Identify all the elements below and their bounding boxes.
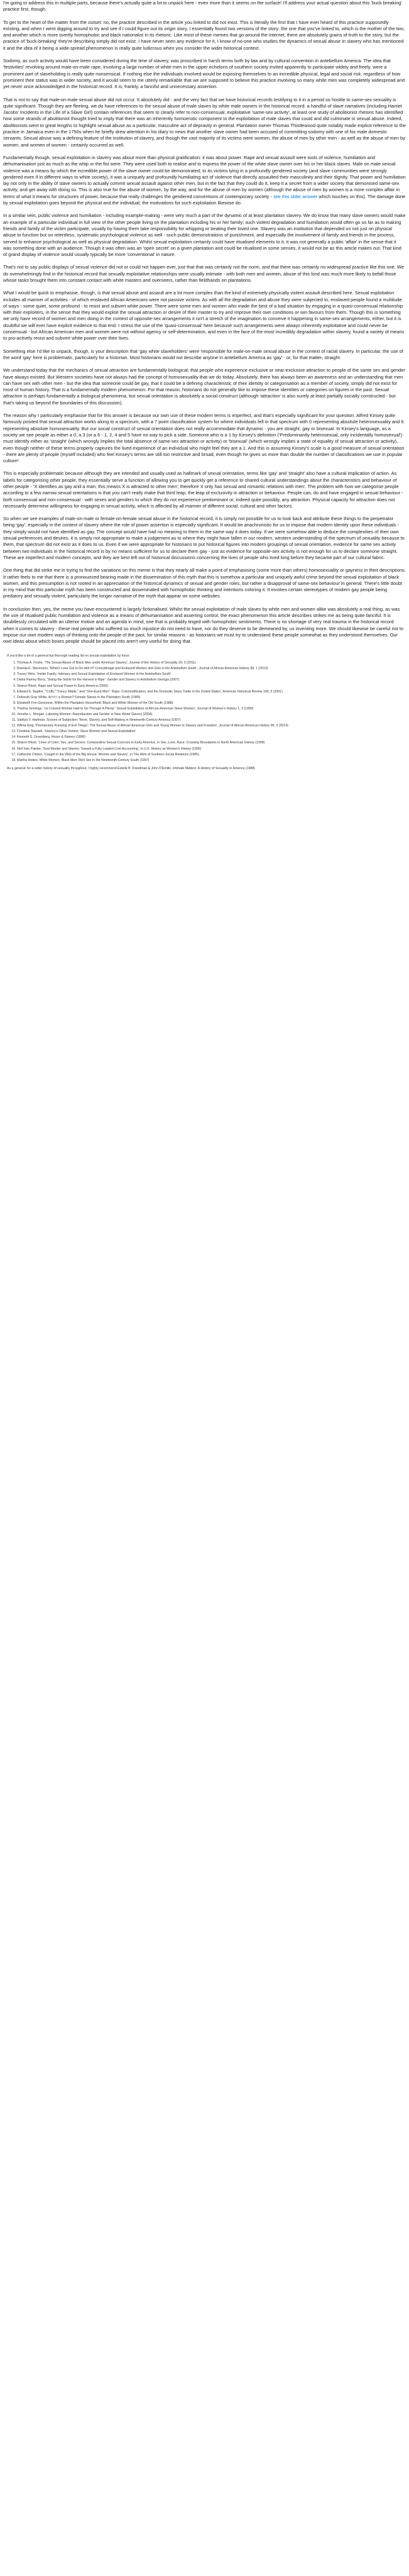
reference-items xyxy=(7,661,334,763)
paragraph-5: Fundamentally though, sexual exploitation in slavery was about more than physical gratification: it was about power. Rape and sexual assault were tools of violence, humiliation and dehumanisation just as much as the whip or the fist were. They were used both to realise and to express the power of the white slave owner over his or her black slaves. Male on male sexual violence was a means by which the incredible power of the slave owner could be demonstrated; to its victims lying in a profoundly gendered society (and slave communities were strongly gendered even if in different ways to white society), it was a uniquely and profoundly humiliating act of violence that directly assaulted their masculinity and their dignity. That power and humiliation lay not only in the ability of slave owners to actually commit sexual assault against other men, but in the fact that they could do it, keep it a secret from a wider society that demonised same-sex activity, and get away with doing so. This is also true for the abuse of women, by the way, and for the abuse of men by women (although the abuse of men by women is a more complex affair in terms of what it means for structures of power, because that really challenges the gendered conventions of contemporary society - see this older answer which touches on this). The damage done by sexual exploitation goes beyond the physical and the individual; the motivations for such exploitation likewise do. xyxy=(3,154,406,206)
paragraph-2: To get to the heart of the matter from the outset: no, the practice described in the article you linked to did not exist. This is literally the first that I have ever heard of this practice supposedly existing, and when I went digging around to try and see if I could figure out its origin story, I essentially found two versions of the story: the one that you've linked to, which is the mother of the two, and another which is more overtly homophobic and black nationalist in its rhetoric. Like most of these memes that go around the internet, there are absolutely grains of truth to the story, but the practice of 'buck-breaking' they're describing simply did not exist. I have never seen any evidence for it, I know of no-one who studies the dynamics of sexual abuse in slavery who has mentioned it and the idea of it being a wide-spread phenomenon is really quite ludicrous when you consider the wider historical context. xyxy=(3,19,405,51)
reference-item: 15. Sharon Block, 'Lines of Color, Sex, and Service: Comparative Sexual Coercion in Early America', in Sex, Love, Race: Crossing Boundaries in North American History (1999) xyxy=(17,741,334,746)
paragraph-9: Something else I'd like to unpack, though, is your description that 'gay white slaveholders' were 'responsible for male-on-male sexual abuse in the context of racial slavery. In particular, the use of the word 'gay' here is problematic, particularly for a historian. Most historians would not describe anyone in antebellum America as 'gay' - or, for that matter, straight. xyxy=(3,348,403,360)
reference-item: 2. Brenda E. Stevenson, 'What's Love Got to Do with It? Concubinage and Enslaved Women and Girls in the Antebellum South', Journal of African American History 98, 1 (2013) xyxy=(17,667,334,672)
post-body xyxy=(3,0,406,772)
reference-item: 1. Thomas A. Foster, 'The Sexual Abuse of Black Men under American Slavery', Journal of the History of Sexuality 20, 3 (2011) xyxy=(17,661,334,666)
reference-item: 11. Saidiya V. Hartman, Scenes of Subjection: Terror, Slavery, and Self-Making in Nineteenth-Century America (1997) xyxy=(17,718,334,723)
paragraph-11: The reason why I particularly emphasise that for this answer is because our own use of these modern terms is imperfect, and that's especially significant for your question. Alfred Kinsey quite famously posited that sexual attraction works along to a spectrum, with a 7 point classification system for where individuals fell in that spectrum with 0 representing absolute heterosexuality and 6 representing absolute homosexuality. But our social construct of sexual orientation does not really accommodate that dynamic - you are straight, gay or bisexual. In Kinsey's language, as a society we see people as either a 0, a 3 (or a 6 - 1, 2, 4 and 5 have no way to pick a side. Someone who is a 1 by Kinsey's definition ('Predominantly heterosexual, only incidentally homosexual') must identify either as 'straight' (which wrongly implies the total absence of same-sex attraction or activity) or 'bisexual' (which wrongly implies a state of equality of sexual attraction or activity), even though neither of these terms properly captures the lived experience of an individual who might feel they are a 1. And this is assuming Kinsey's scale is a good measure of sexual orientation - there are plenty of people (myself included) who feel Kinsey's terms are still too restrictive and broad, even though he gives us more than double the number of classifications we use in popular culture! xyxy=(3,413,405,464)
paragraph-14: One thing that did strike me in trying to find the variations on this meme is that they nearly all make a point of emphasising (some more than others) homosexuality or gayness in their descriptions. It rather feels to me that there is a pronounced bearing made in the dissemination of this myth that this is somehow a particular and uniquely awful crime beyond the sexual exploitation of black women, and this presumption is not rooted in an appreciation of the historical dynamics of sexual and gender roles, but rather a disapproval of same-sex behaviour in general. There's little doubt in my mind that this particular myth has been constructed and disseminated with homophobic thinking and intentions coloring it. It invokes certain stereotypes of modern gay people being predatory and sexually violent, particularly the longer narrative of the myth that appear on some websites. xyxy=(3,567,406,599)
reference-item: 16. Nell Irvin Painter, 'Soul Murder and Slavery: Toward a Fully Loaded Cost Accounting', in U.S. History as Women's History (1995) xyxy=(17,747,334,752)
reference-item: 9. Thelma Jennings, 'Us Colored Women Had to Go Through A Plenty': Sexual Exploitation of African-American Slave Women', Journal of Women's History 1, 3 (1990) xyxy=(17,707,334,712)
reference-item: 5. Sharon Block, Rape and Sexual Power in Early America (2006) xyxy=(17,684,334,689)
paragraph-1: I'm going to address this in multiple parts, because there's actually quite a lot to unpack here - even more than it seems on the surface! I'll address your actual question about this 'buck breaking' practice first, though. xyxy=(3,0,402,13)
reference-list xyxy=(7,654,334,772)
reference-item: 4. Daina Ramey Berry, 'Swing the Sickle for the Harvest is Ripe': Gender and Slavery in Antebellum Georgia (2007) xyxy=(17,678,334,683)
reference-item: 17. Catherine Clinton, 'Caught in the Web of the Big House: Women and Slavery', in The Web of Southern Social Relations (1985) xyxy=(17,753,334,758)
paragraph-10: We understand today that the mechanics of sexual attraction are fundamentally biological; that people who experience exclusive or near-exclusive attraction to people of the same sex and gender have always existed. But Western societies have not always had the concept of homosexuality that we do today. Absolutely, there has always been an awareness and an understanding that men can have sex with other men - but the idea that someone could be gay, that it could be a defining characteristic of their identity or categorisation as a member of society, simply did not exist for most of human history. That is a fundamentally modern phenomenon. For that reason, historians do not generally like to impose these identities or categories on figures in the past. Sexual attraction is perhaps fundamentally a biological phenomena, but sexual orientation is absolutely a social construct (although 'attraction' is also surely at least partially socially constructed - but that's taking us beyond the boundaries of this discussion). xyxy=(3,367,405,406)
reference-item: 13. Christine Stansell, 'Slavery's Other Victims: Slave Women and Sexual Exploitation' xyxy=(17,730,334,735)
reference-item: 3. Tracey Weis, 'Inside Family, Intimacy and Sexual Exploitation of Enslaved Women in the Antebellum South' xyxy=(17,672,334,677)
reference-item: 10. Jennifer L. Morgan, Laboring Women: Reproduction and Gender in New World Slavery (2004) xyxy=(17,713,334,718)
reference-item: 18. Martha Hodes, White Women, Black Men: Illicit Sex in the Nineteenth-Century South (1997) xyxy=(17,758,334,763)
reference-intro: If you'd like a bit of a general but thorough reading list on sexual exploitation by force: xyxy=(7,653,130,658)
paragraph-3: Sodomy, as such activity would have been considered during the time of slavery, was proscribed in harsh terms both by law and by cultural convention in antebellum America. The idea that 'festivities' revolving around male-on-male rape, involving a large number of white men in the upper echelons of southern society invited apparently to participate widely and freely, were a prominent part of slaveholding is really quite nonsensical. If nothing else the individuals involved would be exposing themselves to an incredible physical, legal and social risk, regardless of how prominent their status was in wider society, and it would seem to me utterly remarkable that we are supposed to believe this practice involving so many white men was completely widespread and yet never once acknowledged in the historical record. It is, frankly, a fanciful and unnecessary assertion. xyxy=(3,58,405,90)
paragraph-8: What I would be quick to emphasise, though, is that sexual abuse and assault are a lot more complex than the kind of extremely physically violent assault described here. Sexual exploitation includes all manner of activities - of which enslaved African Americans were not passive victims. As with all the degradation and abuse they were subjected to, enslaved people found a multitude of ways - some quiet, some profound - to resist and subvert white power. There were some men and women who made the best of a bad situation by engaging in a quasi-consensual relationship with their exploiters, in the sense that they would exploit the sexual attraction or desire of their master to try and improve their own conditions or win favours from them. Though this is something we only have record of women and men doing in the context of opposite-sex arrangements it isn't a stretch of the imagination to conceive it happening in same-sex arrangements, either, but it is doubtful we will ever have explicit evidence to that end. I stress the use of the 'quasi-consensual' here because such arrangements were always inherently exploitative and could never be consensual - but African American men and women were not without agency or self-determination, and even in the face of the most incredibly degradation within slavery, found a variety of means to pro-actively resist and subvert white power over their lives. xyxy=(3,290,405,341)
paragraph-4: That is not to say that male-on-male sexual abuse did not occur. It absolutely did - and the very fact that we have historical records testifying to it in a period so hostile to same-sex sexuality is quite significant. Though they are fleeting, we do have references to the sexual abuse of male slaves by white male owners in the historical record: a handful of slave narratives (including Harriet Jacobs' Incidents in the Life of a Slave Girl) contain references that seem to clearly refer to non-consensual, exploitative 'same-sex activity', at least one study of abolitionist rhetoric has identified how some strands of abolitionist thought tried to imply that there was an inherently homoerotic component to the exploitation of male slaves that could and did culminate in sexual abuse. Indeed, abolitionists went to great lengths to highlight sexual abuse as a particular, masculine act of depravity in general. Plantation owner Thomas Thistlewood quite notably made explicit reference to the practice in Jamaica even in the 1750s when he briefly drew attention in his diary to news that another slave owner had been accused of committing sodomy with one of his male domestic servants. Sexual abuse was a defining feature of the institution of slavery, and though the vast majority of its victims were women, the abuse of men by other men - as well as the abuse of men by women, and women of women - certainly occurred as well. xyxy=(3,96,406,148)
reference-outro: As a general: for a wider history of sexuality throughout, I highly recommend Estelle B. Freedman & John D'Emilio, Intimate Matters: A History of Sexuality in America (1988) xyxy=(7,767,255,771)
paragraph-6: In a similar vein, public violence and humiliation - including example-making - were very much a part of the dynamic of at least plantation slavery. We do know that many slave owners would make an example of a particular individual in full view of the other people living on the plantation including his or her family; such violent degradation and humiliation would often go so far as to making friends and family of the victim participate, usually by having them take responsibility for whipping or beating their loved one. Slavery was an institution that depended on not just on physical abuse to function but on relentless, systematic psychological violence as well - such public demonstrations of punishment, and especially the involvement of family and friends in the process, served to enhance psychological as well as physical degradation. Whilst sexual exploitation certainly could have ritualised elements to it, it was not generally a public 'affair' in the sense that it was something done with an audience. Though it was often was an 'open secret' on a given plantation and could be ritualised in some senses, it would not be as this article makes out. That kind of grand display of violence would usually typically be more 'conventional' in nature. xyxy=(3,213,406,258)
older-answer-link[interactable]: see this older answer xyxy=(273,193,318,199)
reference-item: 14. Kenneth S. Greenberg, Honor & Slavery (1996) xyxy=(17,735,334,740)
paragraph-12: This is especially problematic because although they are intended and usually used as hallmark of sexual orientation, terms like 'gay' and 'straight' also have a cultural implication of action. As labels for categorising other people, they essentially serve a function of allowing you to get quickly get a reference to shared cultural understandings about the characteristics and behaviour of other people - 'X identifies as gay and a man; this means X is attracted to other men'; therefore X only has sexual and romantic relations with men'. The problem with how we categorise people according to a few narrow sexual orientations is that you can't really make that third leap, the leap of exclusivity in attraction or behaviour. People can, do and have engaged in sexual behaviour - both consensual and non-consensual - with sexes and genders to which they do not experience predominant or, indeed quite possibly, any attraction. Physical capacity for attraction does not necessarily determine willingness for engaging in sexual activity, which is affected by all manner of different social, cultural and other factors. xyxy=(3,470,403,509)
paragraph-15: In conclusion then, yes, the meme you have encountered is largely fictionalised. Whilst the sexual exploitation of male slaves by white men and women alike was absolutely a real thing, as was the use of ritualised public humiliation and violence as a means of dehumanisation and asserting control, the exact phenomenon this article describes strikes me as being quite fanciful. It is doubtlessly circulated with an ulterior motive and an agenda in mind, one that is probably tinged with homophobic sentiments. There is no shortage of very real trauma in the historical record when it comes to slavery - these real people who suffered so much injustice do not need to have, nor do they deserve to be demeaned by, us inventing more. We should likewise be careful not to impose our own modern ways of thinking onto the people of the past, for similar reasons - as historians we must try to understand these people somewhat as they understood themselves. Our own ideas about which boxes people should be placed into aren't very useful for doing that. xyxy=(3,606,404,645)
reference-item: 7. Deborah Gray White, Ar'n't I a Woman? Female Slaves in the Plantation South (1985) xyxy=(17,696,334,701)
reference-item: 8. Elizabeth Fox-Genovese, Within the Plantation Household: Black and White Women of the Old South (1988) xyxy=(17,701,334,706)
reference-item: 6. Edward E. Baptist, '"Cuffy," "Fancy Maids," and "One-Eyed Men": Rape, Commodification, and the Domestic Slave Trade in the United States', American Historical Review 106, 5 (2001) xyxy=(17,690,334,695)
reference-item: 12. Wilma King, 'Prematurely Knowing of Evil Things': The Sexual Abuse of African American Girls and Young Women in Slavery and Freedom', Journal of African American History 99, 3 (2014) xyxy=(17,724,334,729)
paragraph-7: That's not to say public displays of sexual violence did not or could not happen ever, just that that was certainly not the norm, and that there was certainly no widespread practice like this one. We do overwhelmingly find in the historical record that sexually exploitative relationships were usually intimate - with both men and women, abuse of this kind was much more likely to befall those whose tasks brought them into constant contact with white masters and overseers, rather than fieldhands on plantations. xyxy=(3,264,404,283)
paragraph-13: So when we see examples of male-on-male or female-on-female sexual abuse in the historical record, it is simply not possible for us to look back and attribute these things to the perpetrator being 'gay', especially in the context of slavery where the role of power assertion is especially significant. It would be anachronistic for us to impose that modern identity upon these individuals - they simply would not have identified as gay. The concept would have had no meaning to them in the same way it does today. If we were somehow able to deduce the complexities of their own sexual preferences and desires, it is simply not appropriate to make a judgement as to where they might have fallen in our modern, western understanding of the spectrum of sexuality because to them, that spectrum did not exist as it does to us. Even if we were appropriate for historians to put historical figures into modern groupings of sexual orientation, evidence for same sex activity between two individuals in the historical record is by no means sufficient for us to declare them gay - just as evidence for opposite-sex activity is not enough for us to declare someone straight. These are imperfect and modern concepts, and they are best left out of historical discussions concerning the lives of people who lived long before they became part of our cultural fabric. xyxy=(3,516,405,560)
